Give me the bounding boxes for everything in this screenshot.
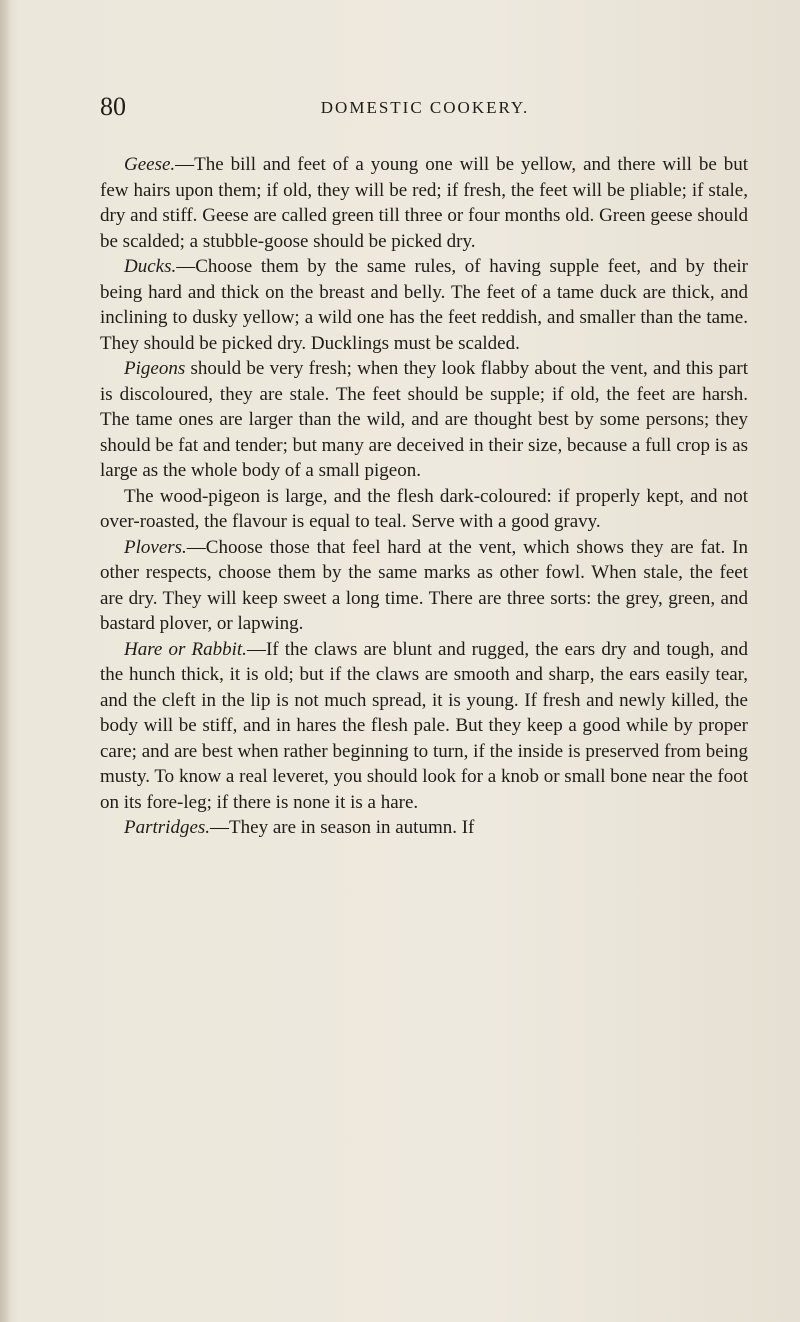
entry-text: —Choose those that feel hard at the vent, which shows they are fat. In other respects, choose them by the same marks as other fowl. When stale, the feet are dry. They will keep sweet a long time. There are three sorts: the grey, green, and bastard plover, or lapwing. bbox=[100, 536, 748, 634]
entry-text: —The bill and feet of a young one will be yellow, and there will be but few hairs upon them; if old, they will be red; if fresh, the feet will be pliable; if stale, dry and stiff. Geese are called green till three or four months old. Green geese should be scalded; a stubble-goose should be picked dry. bbox=[100, 154, 748, 252]
running-head: DOMESTIC COOKERY. bbox=[320, 98, 530, 117]
entry-text: The wood-pigeon is large, and the flesh dark-coloured: if properly kept, and not over-roasted, the flavour is equal to teal. Serve with a good gravy. bbox=[100, 485, 748, 532]
paragraph-geese bbox=[100, 152, 748, 254]
entry-term: Pigeons bbox=[124, 358, 186, 379]
entry-term: Partridges. bbox=[124, 817, 211, 838]
entry-text: —They are in season in autumn. If bbox=[210, 817, 475, 838]
page-number: 80 bbox=[100, 92, 126, 121]
entry-term: Hare or Rabbit. bbox=[124, 638, 247, 660]
page-header bbox=[100, 92, 750, 128]
page-edge-shadow bbox=[0, 0, 10, 1322]
paragraph-ducks bbox=[100, 254, 748, 356]
paragraph-hare-rabbit bbox=[100, 637, 748, 816]
entry-term: Ducks. bbox=[124, 256, 177, 277]
entry-term: Geese. bbox=[124, 154, 176, 175]
paragraph-plovers bbox=[100, 535, 748, 637]
entry-term: Plovers. bbox=[124, 536, 187, 558]
entry-text: —If the claws are blunt and rugged, the ears dry and tough, and the hunch thick, it is old; but if the claws are smooth and sharp, the ears easily tear, and the cleft in the lip is not much spread, it is young. If fresh and newly killed, the body will be stiff, and in hares the flesh pale. But they keep a good while by proper care; and are best when rather beginning to turn, if the inside is preserved from being musty. To know a real leveret, you should look for a knob or small bone near the foot on its fore-leg; if there is none it is a hare. bbox=[100, 638, 748, 813]
paragraph-wood-pigeon bbox=[100, 484, 748, 535]
entry-text: should be very fresh; when they look flabby about the vent, and this part is discoloured, they are stale. The feet should be supple; if old, the feet are harsh. The tame ones are larger than the wild, and are thought best by some persons; they should be fat and tender; but many are deceived in their size, because a full crop is as large as the whole body of a small pigeon. bbox=[100, 358, 748, 481]
paragraph-partridges bbox=[100, 815, 748, 841]
entry-text: —Choose them by the same rules, of having supple feet, and by their being hard and thick on the breast and belly. The feet of a tame duck are thick, and inclining to dusky yellow; a wild one has the feet reddish, and smaller than the tame. They should be picked dry. Ducklings must be scalded. bbox=[100, 256, 748, 354]
body-text bbox=[100, 152, 748, 841]
paragraph-pigeons bbox=[100, 356, 748, 484]
